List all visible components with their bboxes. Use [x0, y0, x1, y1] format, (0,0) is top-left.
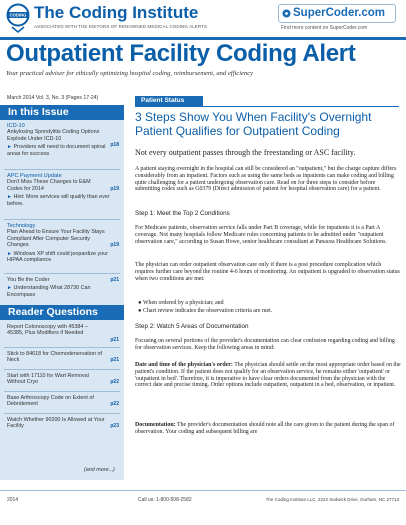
divider	[4, 413, 120, 414]
divider	[4, 391, 120, 392]
publication-tagline: Your practical adviser for ethically optimizing hospital coding, reimbursement, and efficiency	[6, 70, 254, 77]
supercoder-logo[interactable]	[278, 4, 396, 23]
question-title: Stick to 84618 for Chemodenervation of Neck	[7, 351, 102, 364]
question-page: p23	[110, 423, 119, 429]
paragraph-body: The physician should settle on the most appropriate order based on the patient's condition. If the patient does not qualify for an observation service, he remains either 'outpatient' or 'outpatient in bed'. Therefore, it is imperative to have clear orders documented from the physician with the correct date and precise timing. Order options include outpatient, outpatient in a bed, observation, or inpatient.	[135, 362, 401, 389]
divider	[4, 369, 120, 370]
question-item[interactable]	[7, 373, 119, 386]
question-page: p21	[110, 337, 119, 343]
toc-category: ICD-10	[7, 123, 25, 129]
arrow-right-icon: ►	[7, 250, 12, 257]
reader-questions-heading: Reader Questions	[0, 305, 124, 320]
question-item[interactable]	[7, 395, 119, 408]
toc-subpoint: Windows XP shift could jeopardize your HIPAA compliance	[7, 250, 109, 264]
toc-subpoint: Hint: More services will qualify than ever before.	[7, 194, 110, 207]
institute-subtitle: ASSOCIATED WITH THE EDITORS OF RENOWNED MEDICAL CODING ALERTS	[34, 24, 208, 29]
toc-page: p19	[110, 186, 119, 192]
paragraph	[135, 422, 401, 436]
article-headline: 3 Steps Show You When Facility's Overnight Patient Qualifies for Outpatient Coding	[135, 110, 372, 138]
arrow-right-icon: ►	[7, 285, 12, 292]
divider	[4, 219, 120, 220]
question-page: p21	[110, 357, 119, 363]
bullet-text: Chart review indicates the observation criteria are met.	[143, 308, 273, 314]
divider	[4, 347, 120, 348]
divider	[4, 169, 120, 170]
toc-entry[interactable]	[7, 223, 119, 263]
arrow-right-icon: ►	[7, 194, 12, 201]
badge-rule	[135, 106, 399, 107]
footer-year: 2014	[7, 497, 19, 503]
in-this-issue-heading: In this Issue	[0, 105, 124, 120]
toc-page: p21	[110, 277, 119, 283]
logo-label: CODING	[9, 12, 27, 18]
footer-address: The Coding Institute LLC, 2222 Sedwick Drive, Durham, NC 27713	[265, 497, 399, 502]
bullet-text: When ordered by a physician; and	[142, 300, 224, 306]
toc-entry[interactable]	[7, 277, 119, 298]
question-title: Report Colonoscopy with 45384 – 45385, Plus Modifiers if Needed	[7, 324, 88, 337]
paragraph-body: The provider's documentation should note all the care given to the patient during the span of observation. Your coding and subsequent billing are	[135, 422, 395, 435]
paragraph: The physician can order outpatient observation care only if there is a post procedure complication which requires further care beyond the routine 4-6 hours of monitoring. An outpatient is upgraded to observation status when two conditions are met:	[135, 262, 400, 282]
question-page: p22	[110, 401, 119, 407]
bullet-item	[138, 300, 224, 306]
article-deck: Not every outpatient passes through the freestanding or ASC facility.	[135, 148, 356, 157]
step-heading: Step 2: Watch 5 Areas of Documentation	[135, 323, 249, 330]
footer-phone: Call us: 1-800-508-2582	[138, 497, 192, 503]
issue-info: March 2014 Vol. 3, No. 3 (Pages 17-24)	[7, 95, 99, 101]
toc-entry[interactable]	[7, 123, 119, 157]
toc-subpoint: Providers will need to document spinal areas for success	[7, 144, 106, 157]
toc-category: APC Payment Update	[7, 173, 62, 179]
question-page: p22	[110, 379, 119, 385]
divider	[4, 273, 120, 274]
question-item[interactable]	[7, 351, 119, 364]
paragraph	[135, 362, 401, 389]
toc-title: You Be the Coder	[7, 277, 50, 283]
paragraph: A patient staying overnight in the hospital can still be considered an "outpatient," but the charge capture differs considerably from an inpatient. Factors such as using the same beds as inpatients can make coding and billing quite challenging for a patient undergoing observation care. Read on for three steps to consider before submitting codes such as G0379 (Direct admission of patient for hospital observation care) for a patient.	[135, 166, 397, 193]
paragraph: For Medicare patients, observation service falls under Part B coverage, while for inpatients it is a Part A coverage. Not many hospitals follow Medicare rules concerning patients to be admitted under "outpatient observation care," according to Susan Howe, senior healthcare consultant at Panacea Healthcare Solutions.	[135, 225, 387, 245]
step-heading: Step 1: Meet the Top 2 Conditions	[135, 210, 230, 217]
arrow-right-icon: ►	[7, 144, 12, 151]
toc-page: p18	[110, 142, 119, 148]
toc-title: Don't Miss These Changes to E&M Codes for 2014	[7, 179, 91, 192]
question-item[interactable]	[7, 417, 119, 430]
supercoder-name: SuperCoder.com	[293, 7, 386, 19]
section-badge: Patient Status	[135, 96, 203, 106]
institute-name: The Coding Institute	[34, 3, 199, 22]
bullet-item	[138, 308, 272, 314]
footer	[0, 490, 406, 525]
toc-entry[interactable]	[7, 173, 119, 207]
paragraph-lead: Documentation:	[135, 422, 176, 428]
publication-title: Outpatient Facility Coding Alert	[6, 40, 356, 67]
question-title: Start with 17110 for Wart Removal Without Cryo	[7, 373, 89, 386]
bullet-icon: ●	[138, 300, 142, 306]
toc-title: Ankylosing Spondylitis Coding Options Explode Under ICD-10	[7, 129, 100, 142]
coding-institute-logo	[6, 3, 30, 33]
supercoder-subtitle: Find more content on SuperCoder.com	[281, 25, 368, 31]
toc-subpoint: Understanding What 28730 Can Encompass	[7, 285, 91, 298]
paragraph: Focusing on several portions of the provider's documentation can clear confusion regarding coding and billing for observation services. Keep the following areas in mind:	[135, 338, 395, 351]
toc-category: Technology	[7, 223, 36, 229]
toc-title: Plan Ahead to Ensure Your Facility Stays Compliant After Computer Security Changes	[7, 229, 105, 249]
question-item[interactable]	[7, 324, 119, 343]
supercoder-icon	[282, 9, 291, 18]
question-title: Watch Whether 90200 Is Allowed at Your Facility	[7, 417, 105, 430]
paragraph-lead: Date and time of the physician's order:	[135, 362, 233, 368]
more-link[interactable]: (and more...)	[84, 467, 115, 473]
masthead	[0, 0, 406, 36]
bullet-icon: ●	[138, 308, 142, 314]
question-title: Base Arthroscopy Code on Extent of Debridement	[7, 395, 94, 408]
sidebar	[0, 105, 124, 480]
toc-page: p19	[110, 242, 119, 248]
